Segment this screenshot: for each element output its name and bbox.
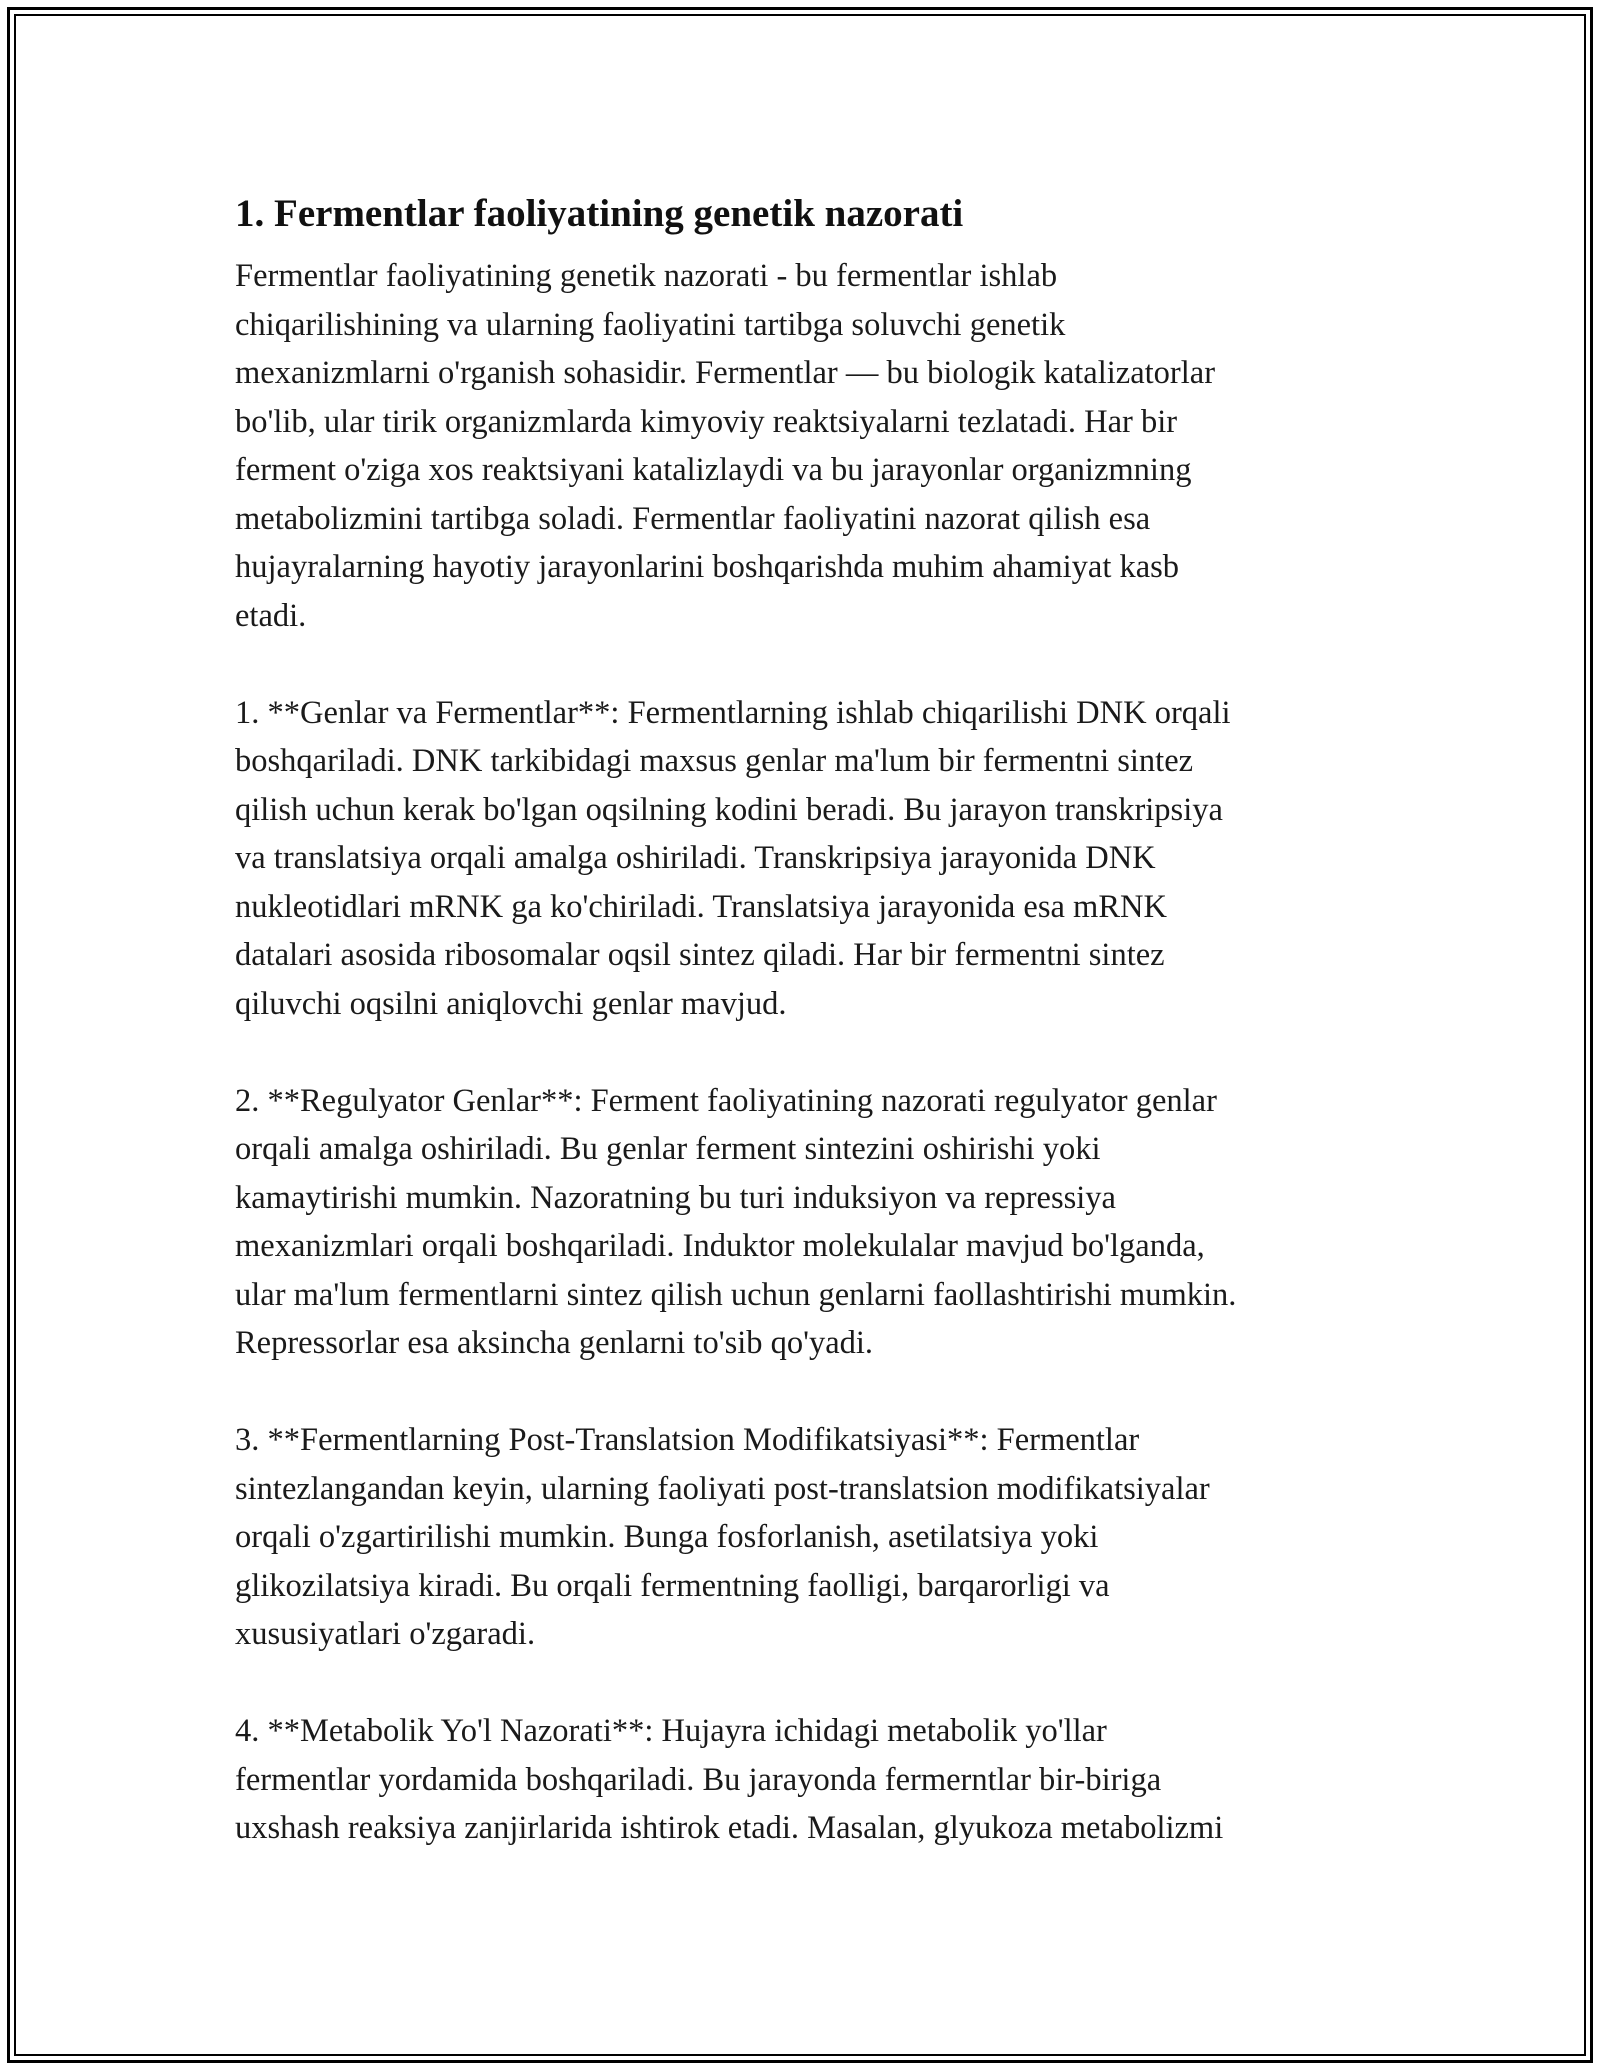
paragraph bbox=[235, 1077, 1375, 1368]
paragraph-line: chiqarilishining va ularning faoliyatini tartibga soluvchi genetik bbox=[235, 306, 1066, 343]
paragraph bbox=[235, 1416, 1375, 1659]
paragraph-line: 3. **Fermentlarning Post-Translatsion Modifikatsiyasi**: Fermentlar bbox=[235, 1422, 1140, 1458]
paragraph-line: sintezlangandan keyin, ularning faoliyati post-translatsion modifikatsiyalar bbox=[235, 1470, 1210, 1507]
paragraph bbox=[235, 1707, 1375, 1853]
paragraph-line: Fermentlar faoliyatining genetik nazorati - bu fermentlar ishlab bbox=[235, 258, 1058, 294]
paragraph-line: datalari asosida ribosomalar oqsil sintez qiladi. Har bir fermentni sintez bbox=[235, 937, 1165, 973]
paragraph-line: qiluvchi oqsilni aniqlovchi genlar mavjud. bbox=[235, 985, 787, 1022]
document-title: 1. Fermentlar faoliyatining genetik nazorati bbox=[235, 192, 964, 235]
paragraph-line: nukleotidlari mRNK ga ko'chiriladi. Translatsiya jarayonida esa mRNK bbox=[235, 888, 1167, 925]
paragraph-line: orqali amalga oshiriladi. Bu genlar ferment sintezini oshirishi yoki bbox=[235, 1131, 1101, 1167]
paragraph-line: qilish uchun kerak bo'lgan oqsilning kodini beradi. Bu jarayon transkripsiya bbox=[235, 791, 1223, 828]
paragraph-line: glikozilatsiya kiradi. Bu orqali fermentning faolligi, barqarorligi va bbox=[235, 1567, 1110, 1604]
paragraph-line: xususiyatlari o'zgaradi. bbox=[235, 1616, 536, 1652]
paragraph-line: ferment o'ziga xos reaktsiyani katalizlaydi va bu jarayonlar organizmning bbox=[235, 452, 1192, 488]
document-body bbox=[235, 188, 1375, 1901]
paragraph-line: Repressorlar esa aksincha genlarni to'sib qo'yadi. bbox=[235, 1325, 874, 1361]
paragraph-line: hujayralarning hayotiy jarayonlarini boshqarishda muhim ahamiyat kasb bbox=[235, 549, 1180, 585]
paragraph-line: fermentlar yordamida boshqariladi. Bu jarayonda fermerntlar bir-biriga bbox=[235, 1761, 1162, 1798]
paragraph bbox=[235, 252, 1375, 640]
paragraph bbox=[235, 689, 1375, 1029]
paragraph-line: mexanizmlari orqali boshqariladi. Induktor molekulalar mavjud bo'lganda, bbox=[235, 1228, 1205, 1264]
paragraph-list bbox=[235, 252, 1375, 1853]
paragraph-line: ular ma'lum fermentlarni sintez qilish uchun genlarni faollashtirishi mumkin. bbox=[235, 1276, 1237, 1313]
paragraph-line: orqali o'zgartirilishi mumkin. Bunga fosforlanish, asetilatsiya yoki bbox=[235, 1519, 1099, 1555]
paragraph-line: kamaytirishi mumkin. Nazoratning bu turi induksiyon va repressiya bbox=[235, 1179, 1116, 1216]
paragraph-line: 2. **Regulyator Genlar**: Ferment faoliyatining nazorati regulyator genlar bbox=[235, 1082, 1217, 1119]
paragraph-line: bo'lib, ular tirik organizmlarda kimyoviy reaktsiyalarni tezlatadi. Har bir bbox=[235, 403, 1178, 440]
paragraph-line: va translatsiya orqali amalga oshiriladi. Transkripsiya jarayonida DNK bbox=[235, 840, 1156, 876]
paragraph-line: etadi. bbox=[235, 597, 307, 634]
paragraph-line: uxshash reaksiya zanjirlarida ishtirok etadi. Masalan, glyukoza metabolizmi bbox=[235, 1810, 1224, 1846]
paragraph-line: 1. **Genlar va Fermentlar**: Fermentlarning ishlab chiqarilishi DNK orqali bbox=[235, 694, 1231, 731]
paragraph-line: mexanizmlarni o'rganish sohasidir. Fermentlar — bu biologik katalizatorlar bbox=[235, 355, 1216, 391]
paragraph-line: boshqariladi. DNK tarkibidagi maxsus genlar ma'lum bir fermentni sintez bbox=[235, 743, 1194, 779]
paragraph-line: 4. **Metabolik Yo'l Nazorati**: Hujayra ichidagi metabolik yo'llar bbox=[235, 1713, 1107, 1749]
paragraph-line: metabolizmini tartibga soladi. Fermentlar faoliyatini nazorat qilish esa bbox=[235, 500, 1151, 537]
